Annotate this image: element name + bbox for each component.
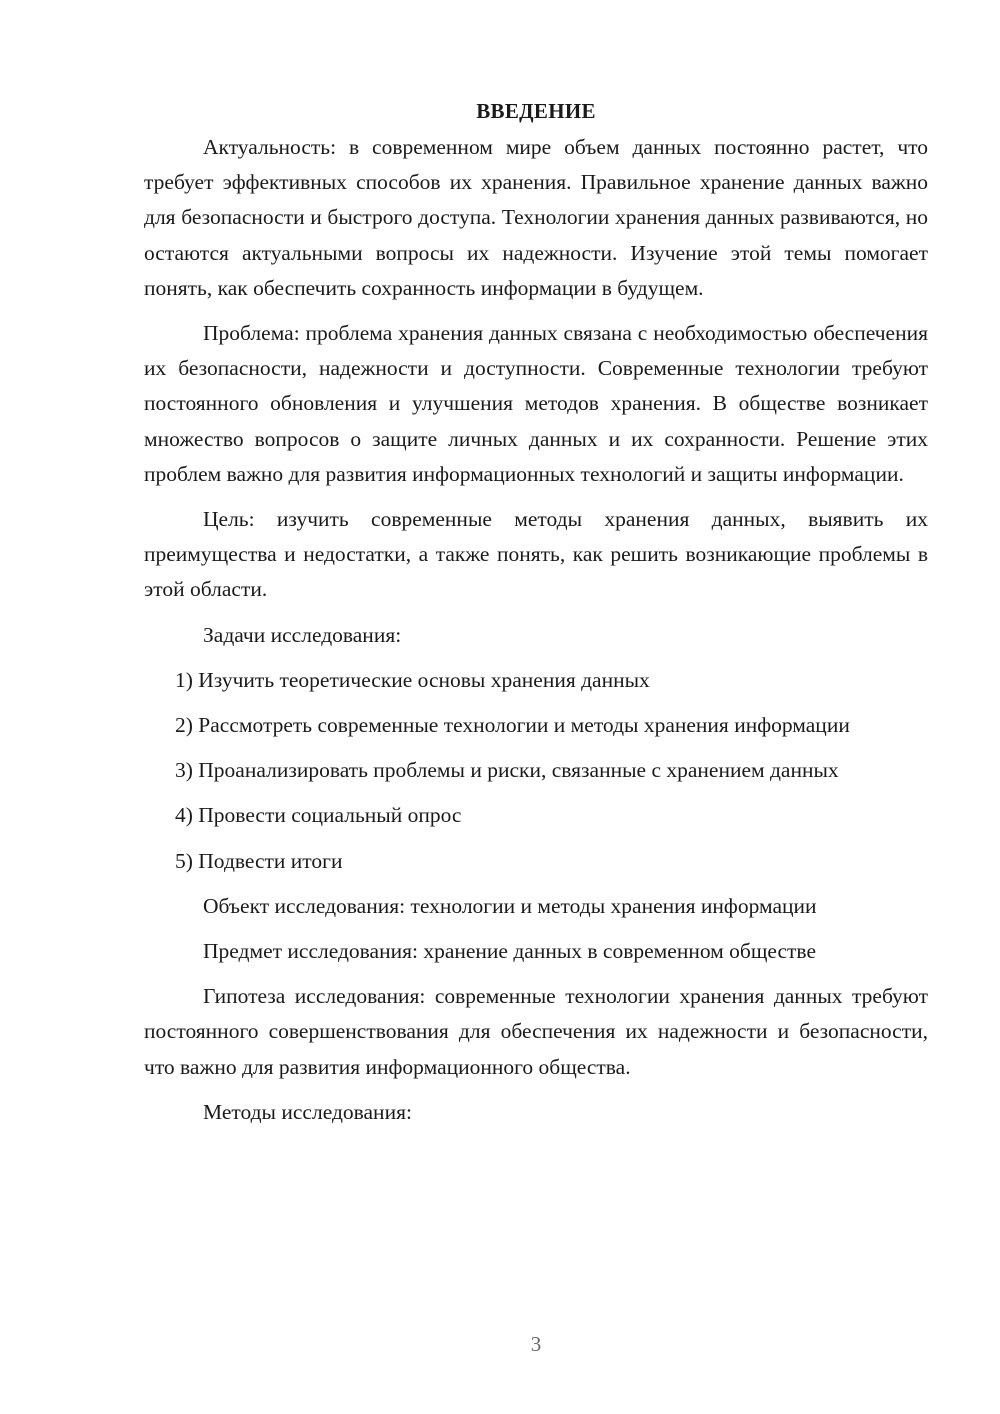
goal-paragraph: Цель: изучить современные методы хранения данных, выявить их преимущества и недостатки, а также понять, как решить возникающие проблемы в этой области. [144,507,928,602]
task-item-3: 3) Проанализировать проблемы и риски, связанные с хранением данных [175,758,839,783]
task-item-1: 1) Изучить теоретические основы хранения данных [175,667,650,692]
document-page [144,96,928,1140]
page-number: 3 [530,1332,542,1356]
task-item-5: 5) Подвести итоги [175,848,343,873]
problem-paragraph: Проблема: проблема хранения данных связана с необходимостью обеспечения их безопасности, надежности и доступности. Современные технологии требуют постоянного обновления и улучшения методов хранения. В обществе возникает множество вопросов о защите личных данных и их сохранности. Решение этих проблем важно для развития информационных технологий и защиты информации. [144,321,928,486]
subject-paragraph: Предмет исследования: хранение данных в современном обществе [203,939,816,964]
tasks-list [144,663,928,879]
hypothesis-paragraph: Гипотеза исследования: современные технологии хранения данных требуют постоянного совершенствования для обеспечения их надежности и безопасности, что важно для развития информационного общества. [144,984,928,1079]
task-item-4: 4) Провести социальный опрос [175,803,462,828]
section-title: ВВЕДЕНИЕ [476,99,596,123]
methods-heading: Методы исследования: [203,1099,412,1124]
object-paragraph: Объект исследования: технологии и методы хранения информации [203,893,817,918]
task-item-2: 2) Рассмотреть современные технологии и методы хранения информации [175,713,850,738]
tasks-heading: Задачи исследования: [203,622,402,647]
relevance-paragraph: Актуальность: в современном мире объем данных постоянно растет, что требует эффективных способов их хранения. Правильное хранение данных важно для безопасности и быстрого доступа. Технологии хранения данных развиваются, но остаются актуальными вопросы их надежности. Изучение этой темы помогает понять, как обеспечить сохранность информации в будущем. [144,135,928,300]
